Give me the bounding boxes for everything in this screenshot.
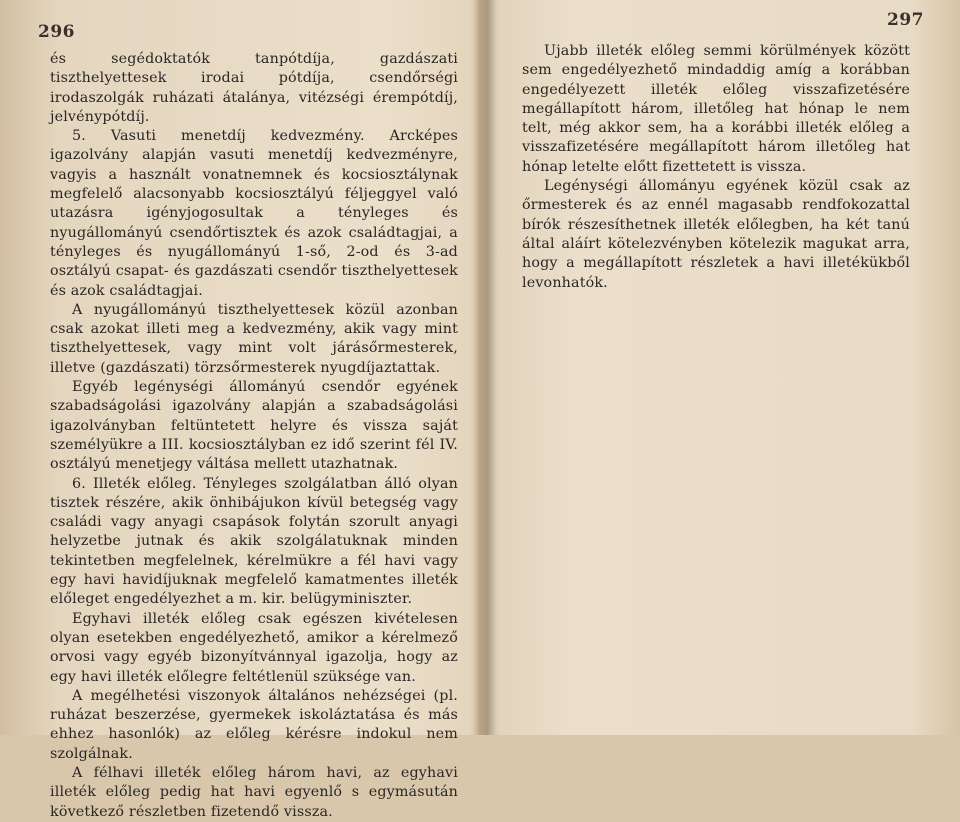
paragraph: Legénységi állományu egyének közül csak az őrmesterek és az ennél magasabb rendfokozattal bírók részesíthetnek illeték előlegben, ha két tanú által aláírt kötelezvényben kötelezik magukat arra, hogy a megállapított részletek a havi illetékükből levonhatók. — [522, 178, 910, 291]
paragraph: 5. Vasuti menetdíj kedvezmény. Arcképes igazolvány alapján vasuti menetdíj kedvezményre, vagyis a használt vonatnemnek és kocsiosztálynak megfelelő alacsonyabb kocsiosztályú féljeggyel való utazásra igényjogosultak a tényleges és nyugállományú csendőrtisztek és azok családtagjai, a tényleges és nyugállományú 1-ső, 2-od és 3-ad osztályú csapat- és gazdászati csendőr tiszthelyettesek és azok családtagjai. — [50, 128, 458, 299]
paragraph: 6. Illeték előleg. Tényleges szolgálatban álló olyan tisztek részére, akik önhibájukon kívül betegség vagy családi vagy anyagi csapások folytán szorult anyagi helyzetbe jutnak és akik szolgálatuknak minden tekintetben megfelelnek, kérelmükre a fél havi vagy egy havi havidíjuknak megfelelő kamatmentes illeték előleget engedélyezhet a m. kir. belügyminiszter. — [50, 475, 458, 608]
page-number: 297 — [887, 10, 924, 30]
left-page-text — [50, 50, 458, 822]
right-page-text — [522, 42, 910, 293]
right-page — [486, 0, 960, 735]
paragraph: és segédoktatók tanpótdíja, gazdászati tiszthelyettesek irodai pótdíja, csendőrségi irodaszolgák ruházati átalánya, vitézségi érempótdíj, jelvénypótdíj. — [50, 51, 458, 125]
paragraph: A nyugállományú tiszthelyettesek közül azonban csak azokat illeti meg a kedvezmény, akik vagy mint tiszthelyettesek, vagy mint volt járásőrmesterek, illetve (gazdászati) törzsőrmesterek nyugdíjaztattak. — [50, 301, 458, 376]
paragraph: Ujabb illeték előleg semmi körülmények között sem engedélyezhető mindaddig amíg a korábban engedélyezett illeték előleg visszafizetésére megállapított három, illetőleg hat hónap le nem telt, még akkor sem, ha a korábbi illeték előleg a visszafizetésére megállapított három illetőleg hat hónap letelte előtt fizettetett is vissza. — [522, 43, 910, 175]
paragraph: A félhavi illeték előleg három havi, az egyhavi illeték előleg pedig hat havi egyenlő s egymásután következő részletben fizetendő vissza. — [50, 764, 458, 820]
page-number: 296 — [38, 22, 75, 42]
paragraph: Egyhavi illeték előleg csak egészen kivételesen olyan esetekben engedélyezhető, amikor a kérelmező orvosi vagy egyéb bizonyítvánnyal igazolja, hogy az egy havi illeték előlegre feltétlenül szüksége van. — [50, 610, 458, 685]
paragraph: A megélhetési viszonyok általános nehézségei (pl. ruházat beszerzése, gyermekek iskoláztatása és más ehhez hasonlók) az előleg kérésre indokul nem szolgálnak. — [50, 687, 458, 762]
paragraph: Egyéb legénységi állományú csendőr egyének szabadságolási igazolvány alapján a szabadságolási igazolványban feltüntetett helyre és vissza saját személyükre a III. kocsiosztályban ez idő szerint fél IV. osztályú menetjegy váltása mellett utazhatnak. — [50, 379, 458, 473]
